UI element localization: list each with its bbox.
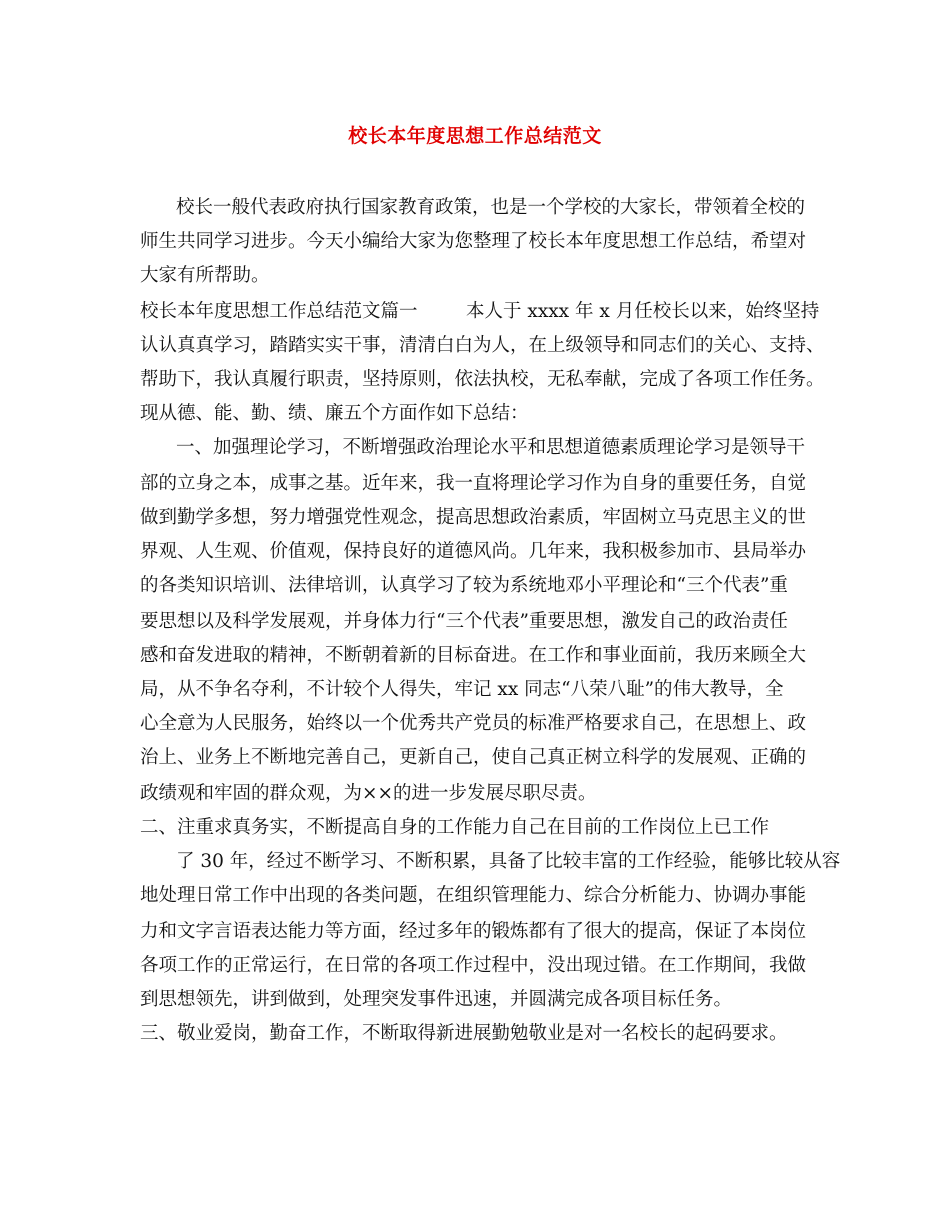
text-line [0, 502, 950, 534]
line-text: 到思想领先，讲到做到，处理突发事件迅速，并圆满完成各项目标任务。 [140, 989, 733, 1010]
line-text: 心全意为人民服务，始终以一个优秀共产党员的标准严格要求自己，在思想上、政 [140, 713, 807, 734]
text-line [0, 950, 950, 982]
text-line [0, 260, 950, 292]
text-line [0, 640, 950, 672]
line-text: 做到勤学多想，努力增强党性观念，提高思想政治素质，牢固树立马克思主义的世 [140, 507, 807, 528]
document-title: 校长本年度思想工作总结范文 [348, 125, 602, 147]
text-line [0, 536, 950, 568]
line-text: 局，从不争名夺利，不计较个人得失，牢记 xx 同志“八荣八耻”的伟大教导，全 [140, 679, 784, 700]
text-line [0, 432, 950, 464]
line-text: 现从德、能、勤、绩、廉五个方面作如下总结： [140, 403, 529, 424]
line-text: 各项工作的正常运行，在日常的各项工作过程中，没出现过错。在工作期间，我做 [140, 955, 807, 976]
line-text: 政绩观和牢固的群众观，为××的进一步发展尽职尽责。 [140, 783, 597, 804]
text-line [0, 192, 950, 224]
text-line [0, 1052, 950, 1084]
text-line [0, 916, 950, 948]
text-line [0, 570, 950, 602]
line-text: 帮助下，我认真履行职责，坚持原则，依法执校，无私奉献，完成了各项工作任务。 [140, 369, 825, 390]
text-line [0, 1088, 950, 1120]
text-line [0, 674, 950, 706]
text-line [0, 778, 950, 810]
line-text: 一、加强理论学习，不断增强政治理论水平和思想道德素质理论学习是领导干 [176, 437, 806, 458]
text-line [0, 984, 950, 1016]
text-line [0, 296, 950, 328]
line-text: 本人于 xxxx 年 x 月任校长以来，始终坚持 [466, 301, 820, 322]
line-text: 力和文字言语表达能力等方面，经过多年的锻炼都有了很大的提高，保证了本岗位 [140, 921, 807, 942]
line-text: 了 30 年，经过不断学习、不断积累，具备了比较丰富的工作经验，能够比较从容 [176, 851, 841, 872]
line-text: 三、敬业爱岗，勤奋工作，不断取得新进展勤勉敬业是对一名校长的起码要求。 [140, 1023, 788, 1044]
text-line [0, 812, 950, 844]
line-text: 师生共同学习进步。今天小编给大家为您整理了校长本年度思想工作总结，希望对 [140, 231, 807, 252]
text-line [0, 742, 950, 774]
text-line [0, 364, 950, 396]
text-line [0, 226, 950, 258]
line-text: 要思想以及科学发展观，并身体力行“三个代表”重要思想，激发自己的政治责任 [140, 611, 788, 632]
section-heading: 校长本年度思想工作总结范文篇一 [140, 301, 418, 322]
line-text: 感和奋发进取的精神，不断朝着新的目标奋进。在工作和事业面前，我历来顾全大 [140, 645, 807, 666]
text-line [0, 398, 950, 430]
line-text: 界观、人生观、价值观，保持良好的道德风尚。几年来，我积极参加市、县局举办 [140, 541, 807, 562]
line-text: 地处理日常工作中出现的各类问题，在组织管理能力、综合分析能力、协调办事能 [140, 885, 807, 906]
line-text: 认认真真学习，踏踏实实干事，清清白白为人，在上级领导和同志们的关心、支持、 [140, 335, 825, 356]
line-text: 二、注重求真务实，不断提高自身的工作能力自己在目前的工作岗位上已工作 [140, 817, 770, 838]
text-line [0, 708, 950, 740]
line-text: 治上、业务上不断地完善自己，更新自己，使自己真正树立科学的发展观、正确的 [140, 747, 807, 768]
line-text: 部的立身之本，成事之基。近年来，我一直将理论学习作为自身的重要任务，自觉 [140, 473, 807, 494]
text-line [0, 468, 950, 500]
line-text: 校长一般代表政府执行国家教育政策，也是一个学校的大家长，带领着全校的 [176, 197, 806, 218]
text-line [0, 880, 950, 912]
text-line [0, 606, 950, 638]
text-line [0, 1018, 950, 1050]
text-line [0, 330, 950, 362]
line-text: 的各类知识培训、法律培训，认真学习了较为系统地邓小平理论和“三个代表”重 [140, 575, 788, 596]
text-line [0, 846, 950, 878]
line-text: 大家有所帮助。 [140, 265, 270, 286]
